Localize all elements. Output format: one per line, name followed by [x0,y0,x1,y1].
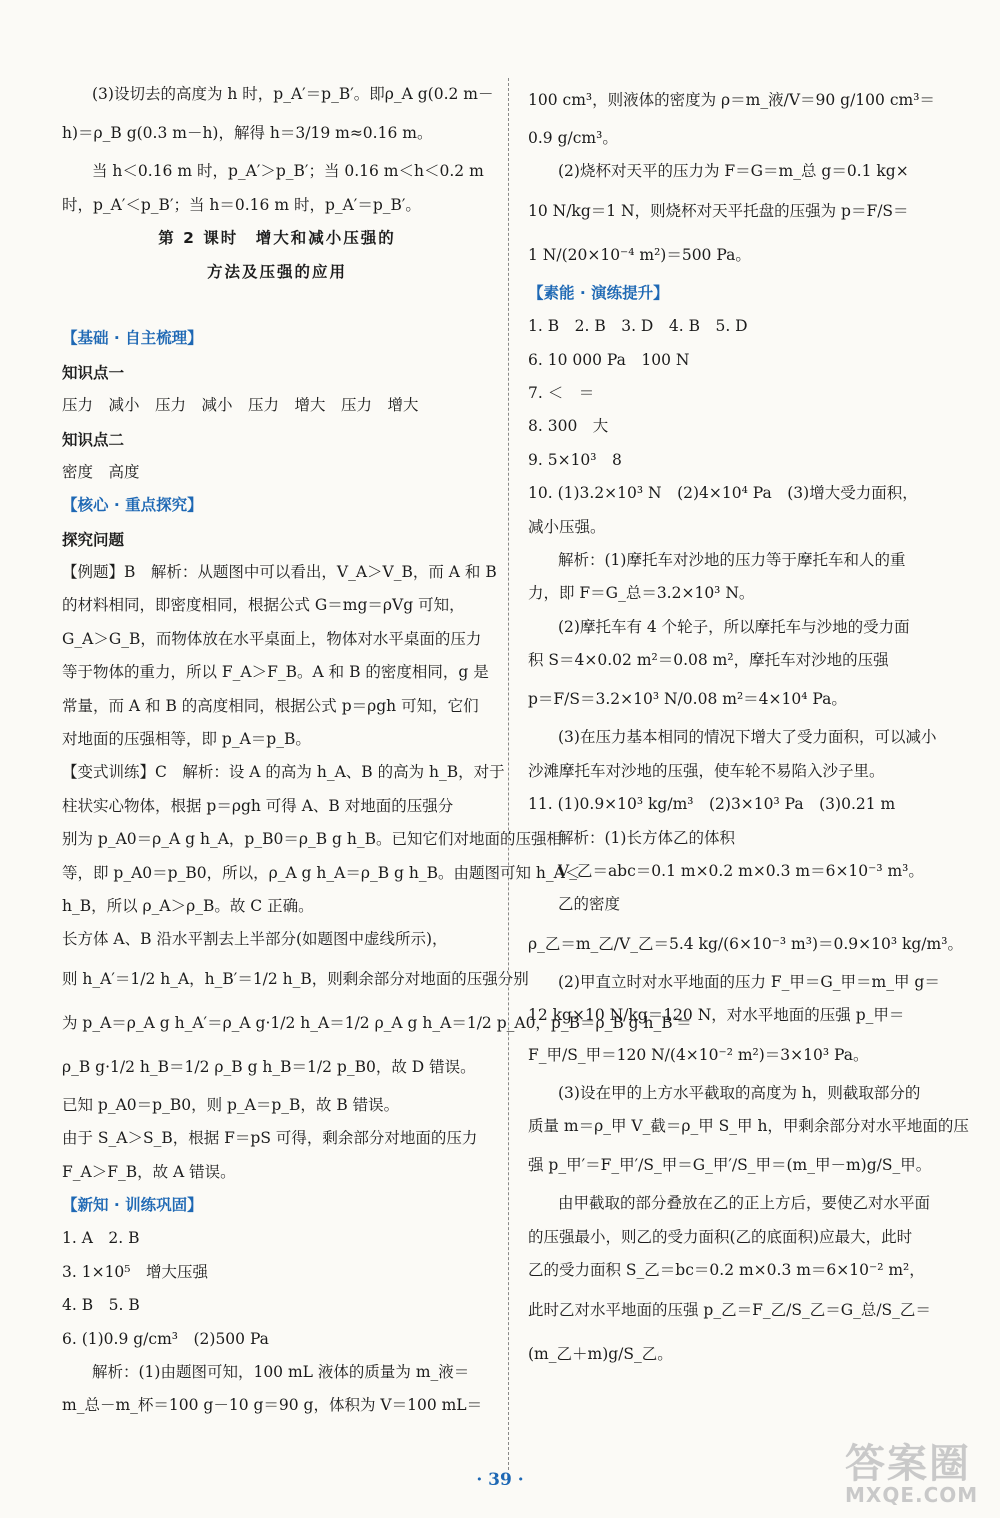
text-line: G_A＞G_B，而物体放在水平桌面上，物体对水平桌面的压力 [62,629,482,648]
text-line: 时，p_A′＜p_B′；当 h＝0.16 m 时，p_A′＝p_B′。 [62,195,421,214]
text-line: 12 kg×10 N/kg＝120 N，对水平地面的压强 p_甲＝ [528,1006,905,1025]
text-line: 探究问题 [62,529,125,549]
text-line: 常量，而 A 和 B 的高度相同，根据公式 p＝ρgh 可知，它们 [62,696,479,715]
text-line: 积 S＝4×0.02 m²＝0.08 m²，摩托车对沙地的压强 [528,651,889,670]
text-line: 长方体 A、B 沿水平割去上半部分(如题图中虚线所示)， [62,930,448,949]
text-line: 力，即 F＝G_总＝3.2×10³ N。 [528,584,755,603]
text-line: 1 N/(20×10⁻⁴ m²)＝500 Pa。 [528,245,751,264]
text-line: m_总－m_杯＝100 g－10 g＝90 g，体积为 V＝100 mL＝ [62,1396,483,1415]
text-line: F_A＞F_B，故 A 错误。 [62,1162,236,1181]
text-line: 等于物体的重力，所以 F_A＞F_B。A 和 B 的密度相同，g 是 [62,663,489,682]
text-line: 解析：(1)长方体乙的体积 [558,828,735,847]
text-line: 对地面的压强相等，即 p_A＝p_B。 [62,730,311,749]
text-line: 11. (1)0.9×10³ kg/m³ (2)3×10³ Pa (3)0.21 m [528,795,896,814]
text-line: (3)设切去的高度为 h 时，p_A′＝p_B′。即ρ_A g(0.2 m－ [92,85,494,103]
text-line: 等，即 p_A0＝p_B0，所以，ρ_A g h_A＝ρ_B g h_B。由题图可知 h_A＜ [62,863,581,882]
text-line: 知识点二 [62,429,125,449]
text-line: V_乙＝abc＝0.1 m×0.2 m×0.3 m＝6×10⁻³ m³。 [558,862,924,881]
text-line: (3)在压力基本相同的情况下增大了受力面积，可以减小 [558,728,937,747]
text-line: 此时乙对水平地面的压强 p_乙＝F_乙/S_乙＝G_总/S_乙＝ [528,1300,931,1319]
section-heading: 【核心 · 重点探究】 [62,496,203,515]
text-line: 为 p_A＝ρ_A g h_A′＝ρ_A g·1/2 h_A＝1/2 ρ_A g h_A＝1/2 p_A0，p_B＝ρ_B g h_B′＝ [62,1013,692,1032]
text-line: 沙滩摩托车对沙地的压强，使车轮不易陷入沙子里。 [528,761,885,780]
text-line: (2)摩托车有 4 个轮子，所以摩托车与沙地的受力面 [558,617,910,636]
text-line: 由于 S_A＞S_B，根据 F＝pS 可得，剩余部分对地面的压力 [62,1129,478,1148]
text-line: 100 cm³，则液体的密度为 ρ＝m_液/V＝90 g/100 cm³＝ [528,91,935,109]
text-line: h_B，所以 ρ_A＞ρ_B。故 C 正确。 [62,896,314,915]
text-line: 4. B 5. B [62,1296,140,1315]
text-line: (3)设在甲的上方水平截取的高度为 h，则截取部分的 [558,1083,921,1102]
text-line: (m_乙＋m)g/S_乙。 [528,1344,673,1363]
text-line: 乙的受力面积 S_乙＝bc＝0.2 m×0.3 m＝6×10⁻² m²， [528,1261,925,1280]
text-line: 解析：(1)由题图可知，100 mL 液体的质量为 m_液＝ [92,1362,470,1381]
text-line: 当 h＜0.16 m 时，p_A′＞p_B′；当 0.16 m＜h＜0.2 m [92,162,484,181]
text-line: 10 N/kg＝1 N，则烧杯对天平托盘的压强为 p＝F/S＝ [528,201,909,220]
text-line: 1. B 2. B 3. D 4. B 5. D [528,317,748,336]
text-line: 密度 高度 [62,462,140,481]
text-line: 知识点一 [62,362,125,382]
text-line: 7. ＜ ＝ [528,383,595,402]
watermark-text: 答案圈 [845,1441,971,1487]
text-line: 的材料相同，即密度相同，根据公式 G＝mg＝ρVg 可知， [62,596,465,615]
section-heading: 【新知 · 训练巩固】 [62,1195,203,1214]
lesson-title: 第 2 课时 增大和减小压强的 [158,229,396,248]
watermark-logo [845,1432,995,1514]
watermark-url: MXQE.COM [845,1483,979,1507]
text-line: 质量 m＝ρ_甲 V_截＝ρ_甲 S_甲 h，甲剩余部分对水平地面的压 [528,1116,969,1135]
text-line: 别为 p_A0＝ρ_A g h_A，p_B0＝ρ_B g h_B。已知它们对地面的压强相 [62,830,562,849]
text-line: 【变式训练】C 解析：设 A 的高为 h_A、B 的高为 h_B，对于 [62,763,505,782]
lesson-title: 方法及压强的应用 [206,262,347,281]
text-line: 柱状实心物体，根据 p＝ρgh 可得 A、B 对地面的压强分 [62,796,454,815]
text-line: 乙的密度 [558,895,621,914]
text-line: 8. 300 大 [528,417,609,436]
text-line: h)＝ρ_B g(0.3 m－h)，解得 h＝3/19 m≈0.16 m。 [62,124,433,143]
text-line: 则 h_A′＝1/2 h_A，h_B′＝1/2 h_B，则剩余部分对地面的压强分别 [62,969,529,988]
text-line: 3. 1×10⁵ 增大压强 [62,1262,209,1281]
text-line: 1. A 2. B [62,1229,140,1248]
text-line: ρ_B g·1/2 h_B＝1/2 ρ_B g h_B＝1/2 p_B0，故 D 错误。 [62,1057,476,1076]
column-divider [508,78,509,1470]
text-line: (2)甲直立时对水平地面的压力 F_甲＝G_甲＝m_甲 g＝ [558,972,940,991]
text-line: 10. (1)3.2×10³ N (2)4×10⁴ Pa (3)增大受力面积， [528,484,918,503]
section-heading: 【素能 · 演练提升】 [528,283,669,302]
section-heading: 【基础 · 自主梳理】 [62,329,203,348]
text-line: 0.9 g/cm³。 [528,129,618,147]
right-column [528,78,969,1376]
text-line: 压力 减小 压力 减小 压力 增大 压力 增大 [62,396,419,415]
text-line: 强 p_甲′＝F_甲′/S_甲＝G_甲′/S_甲＝(m_甲－m)g/S_甲。 [528,1156,932,1175]
text-line: 6. (1)0.9 g/cm³ (2)500 Pa [62,1329,269,1348]
text-line: 【例题】B 解析：从题图中可以看出，V_A＞V_B，而 A 和 B [62,563,497,582]
text-line: 解析：(1)摩托车对沙地的压力等于摩托车和人的重 [558,550,906,569]
text-line: ρ_乙＝m_乙/V_乙＝5.4 kg/(6×10⁻³ m³)＝0.9×10³ kg/m³。 [528,934,963,953]
text-line: 由甲截取的部分叠放在乙的正上方后，要使乙对水平面 [558,1194,931,1213]
text-line: 已知 p_A0＝p_B0，则 p_A＝p_B，故 B 错误。 [62,1095,400,1114]
text-line: 减小压强。 [528,517,606,536]
text-line: F_甲/S_甲＝120 N/(4×10⁻² m²)＝3×10³ Pa。 [528,1045,869,1064]
text-line: (2)烧杯对天平的压力为 F＝G＝m_总 g＝0.1 kg× [558,162,909,181]
text-line [62,289,492,322]
text-line: p＝F/S＝3.2×10³ N/0.08 m²＝4×10⁴ Pa。 [528,690,847,709]
page-number: · 39 · [476,1470,524,1490]
text-line: 的压强最小，则乙的受力面积(乙的底面积)应最大，此时 [528,1227,913,1246]
text-line: 6. 10 000 Pa 100 N [528,350,690,369]
text-line: 9. 5×10³ 8 [528,450,622,469]
